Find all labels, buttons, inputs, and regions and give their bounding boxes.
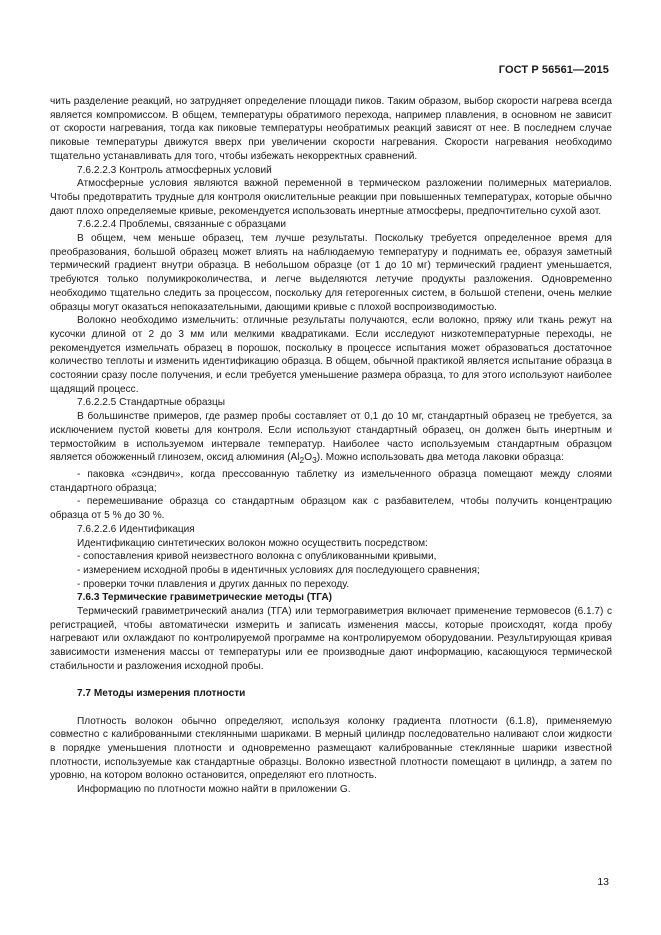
subscript-2: 2 (299, 455, 305, 466)
subscript-3: 3 (312, 455, 317, 466)
section-gap (50, 674, 612, 688)
list-item-mixing: - перемешивание образца со стандартным образцом как с разбавителем, чтобы получить концентрацию образца от 5 % до 30 %. (50, 496, 612, 522)
paragraph-sample-size: В общем, чем меньше образец, тем лучше результаты. Поскольку требуется определенное время для преобразования, большой образец может влиять на наблюдаемую температуру и поднимать ее, образуя заметный термический градиент внутри образца. В небольшом образце (от 1 до 10 мг) термический градиент уменьшается, требуются только полумикроколичества, и легче выделяются летучие продукты разложения. Одновременно необходимо тщательно следить за процессом, поскольку для гетерогенных систем, в большой степени, очень мелкие образцы могут оказаться непоказательными, дающими кривые с плохой воспроизводимостью. (50, 233, 612, 313)
paragraph-heating-rate: чить разделение реакций, но затрудняет определение площади пиков. Таким образом, выбор скорости нагрева всегда является компромиссом. В общем, температуры обратимого перехода, например плавления, в основном не зависит от скорости нагревания, тогда как пиковые температуры необратимых реакций зависят от нее. В последнем случае пиковые температуры движутся вверх при увеличении скорости нагревания. Скорости нагревания необходимо тщательно устанавливать для того, чтобы избежать некорректных сравнений. (50, 96, 612, 162)
section-heading-7-6-2-2-6: 7.6.2.2.6 Идентификация (77, 523, 195, 535)
section-gap (50, 701, 612, 715)
list-item-measure-sample: - измерением исходной пробы в идентичных условиях для последующего сравнения; (77, 564, 480, 576)
section-heading-7-7: 7.7 Методы измерения плотности (77, 688, 246, 700)
standard-samples-text: В большинстве примеров, где размер пробы составляет от 0,1 до 10 мг, стандартный образец не требуется, за исключением пустой кюветы для контроля. Если используют стандартный образец, он должен быть инертным и термостойким в используемом интервале температур. Наиболее часто используемым стандартным образцом является обожженный глинозем, оксид алюминия (Al (50, 411, 612, 464)
oxygen-symbol: O (304, 452, 313, 464)
standard-samples-text-end: ). Можно использовать два метода лаковки образца: (316, 452, 564, 464)
paragraph-atmosphere: Атмосферные условия являются важной переменной в термическом разложении полимерных материалов. Чтобы предотвратить трудные для контроля окислительные реакции при повышенных температурах, которые обычно дают плохо определяемые кривые, рекомендуется использовать инертные атмосферы, предпочтительно сухой азот. (50, 178, 612, 217)
section-heading-7-6-2-2-5: 7.6.2.2.5 Стандартные образцы (77, 397, 226, 409)
list-item-sandwich: - паковка «сэндвич», когда прессованную таблетку из измельченного образца помещают между слоями стандартного образца; (50, 469, 612, 494)
section-heading-7-6-2-2-3: 7.6.2.2.3 Контроль атмосферных условий (77, 164, 272, 176)
paragraph-standard-samples (50, 410, 612, 468)
paragraph-tga: Термический гравиметрический анализ (ТГА) или термогравиметрия включает применение термовесов (6.1.7) с регистрацией, чтобы автоматически измерить и записать изменения массы, которые происходят, когда пробу нагревают или охлаждают по контролируемой программе на контролируемом оборудовании. Результирующая кривая зависимости изменения массы от температуры или ее производные дают информацию, касающуюся термической стабильности и разложения исходной пробы. (50, 606, 612, 672)
section-heading-7-6-3: 7.6.3 Термические гравиметрические методы (ТГА) (77, 592, 333, 604)
list-item-melting-point: - проверки точки плавления и других данных по переходу. (77, 578, 350, 590)
page-number: 13 (597, 876, 609, 888)
paragraph-identification: Идентификацию синтетических волокон можно осуществить посредством: (77, 537, 428, 549)
list-item-compare-curves: - сопоставления кривой неизвестного волокна с опубликованными кривыми, (77, 551, 437, 563)
document-number: ГОСТ Р 56561—2015 (498, 64, 609, 76)
paragraph-fiber-cutting: Волокно необходимо измельчить: отличные результаты получаются, если волокно, пряжу или ткань режут на кусочки длиной от 2 до 3 мм или мелкими квадратиками. Если исследуют низкотемпературные переходы, не рекомендуется измельчать образец в порошок, поскольку в процессе испытания может образоваться достаточное количество теплоты и изменить идентификацию образца. В общем, обычной практикой является испытание образца в состоянии сразу после получения, и если требуется уменьшение размера образца, то для этого используют наиболее щадящий процесс. (50, 315, 612, 395)
section-heading-7-6-2-2-4: 7.6.2.2.4 Проблемы, связанные с образцами (77, 219, 286, 231)
page-body (50, 95, 612, 797)
paragraph-density: Плотность волокон обычно определяют, используя колонку градиента плотности (6.1.8), применяемую совместно с калиброванными стеклянными шариками. В мерный цилиндр последовательно наливают слои жидкости в порядке уменьшения плотности и одновременно размещают калиброванные стеклянные шарики известной плотности, используемые как стандартные образцы. Волокно известной плотности помещают в цилиндр, а затем по уровню, на котором волокно остановится, определяют его плотность. (50, 715, 612, 782)
paragraph-appendix-reference: Информацию по плотности можно найти в приложении G. (77, 784, 351, 796)
